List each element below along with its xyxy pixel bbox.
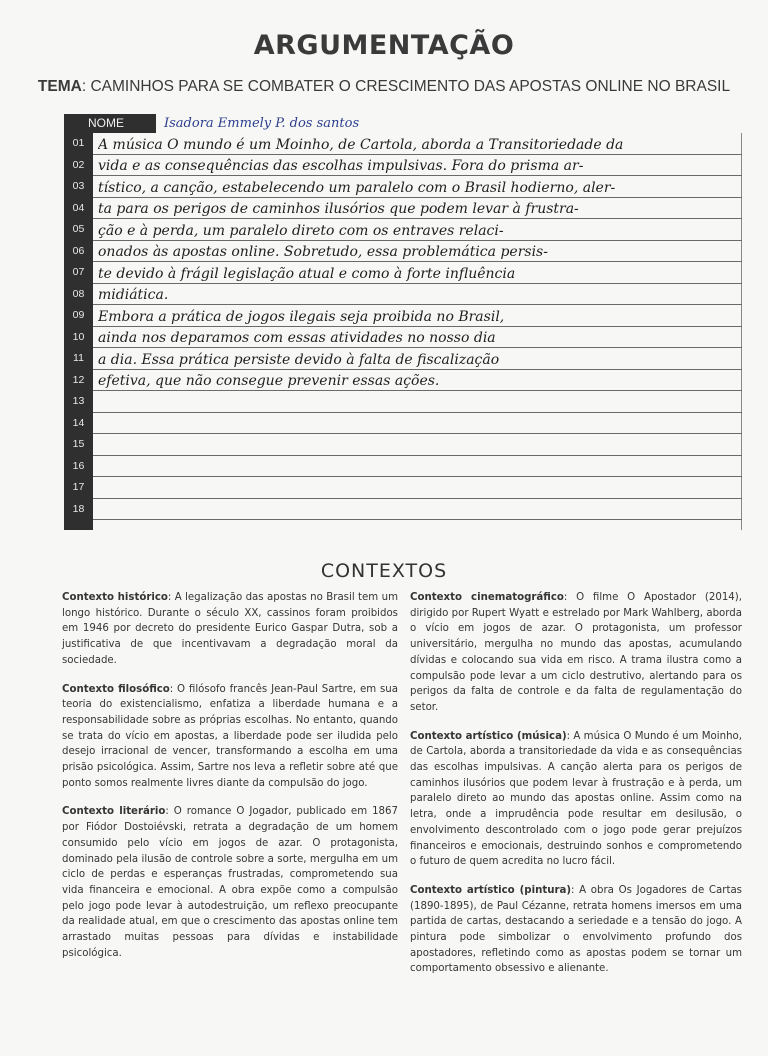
- contexto-heading: Contexto artístico (música): [410, 730, 567, 742]
- contexto-body: : A legalização das apostas no Brasil tem um longo histórico. Durante o século XX, cassinos foram proibidos em 1946 por decreto do presidente Eurico Gaspar Dutra, sob a justificativa de que incentivavam a degradação moral da sociedade.: [62, 592, 398, 666]
- contexto-body: : A música O Mundo é um Moinho, de Cartola, aborda a transitoriedade da vida e as consequências das escolhas impulsivas. A canção alerta para os perigos de caminhos ilusórios que podem levar à frustração e à perda, um paralelo direto ao mundo das apostas online. Assim como na letra, onde a imprudência pode resultar em desilusão, o envolvimento descontrolado com o jogo pode gerar prejuízos financeiros e emocionais, destruindo sonhos e comprometendo o futuro de quem acredita no lucro fácil.: [410, 730, 742, 868]
- essay-line: [64, 348, 742, 370]
- handwritten-text: onados às apostas online. Sobretudo, essa problemática persis-: [98, 244, 548, 260]
- essay-line: [64, 133, 742, 155]
- contexto-historico: [62, 590, 398, 669]
- contexto-heading: Contexto literário: [62, 806, 166, 818]
- contexto-pintura: [410, 883, 742, 977]
- essay-line: [64, 262, 742, 284]
- handwritten-text: A música O mundo é um Moinho, de Cartola, aborda a Transitoriedade da: [98, 136, 624, 153]
- essay-line: [64, 327, 742, 349]
- contexto-heading: Contexto filosófico: [62, 683, 170, 695]
- line-number: 13: [72, 395, 85, 407]
- contextos-left-column: [62, 590, 398, 974]
- essay-line: [64, 413, 742, 435]
- contexto-body: : O romance O Jogador, publicado em 1867 por Fiódor Dostoiévski, retrata a degradação de um homem consumido pelo vício em jogos de azar. O protagonista, dominado pela ilusão de controle sobre a sorte, mergulha em um ciclo de perdas e esperanças frustradas, comprometendo sua vida financeira e emocional. A obra expõe como a compulsão pelo jogo pode levar à autodestruição, um reflexo preocupante da realidade atual, em que o crescimento das apostas online tem arrastado muitas pessoas para dívidas e instabilidade psicológica.: [62, 806, 398, 959]
- ruled-line: [93, 519, 742, 520]
- contexto-heading: Contexto cinematográfico: [410, 592, 564, 603]
- handwritten-text: a dia. Essa prática persiste devido à falta de fiscalização: [98, 351, 500, 368]
- contexto-heading: Contexto artístico (pintura): [410, 884, 572, 896]
- handwritten-text: ção e à perda, um paralelo direto com os entraves relaci-: [98, 222, 504, 239]
- line-number: 18: [72, 502, 85, 515]
- handwritten-text: efetiva, que não consegue prevenir essas ações.: [98, 373, 440, 389]
- line-number: 04: [72, 201, 85, 214]
- line-number: 17: [72, 481, 85, 493]
- handwritten-text: vida e as consequências das escolhas impulsivas. Fora do prisma ar-: [98, 158, 584, 174]
- tema-line: [0, 78, 768, 96]
- contexto-musica: [410, 729, 742, 870]
- contexto-literario: [62, 804, 398, 961]
- contexto-filosofico: [62, 682, 398, 792]
- line-number: 16: [72, 459, 85, 472]
- contexto-body: : A obra Os Jogadores de Cartas (1890-1895), de Paul Cézanne, retrata homens imersos em uma partida de cartas, destacando a seriedade e a tensão do jogo. A pintura pode simbolizar o envolvimento profundo dos apostadores, refletindo como as apostas podem se tornar um comportamento obsessivo e alienante.: [410, 884, 742, 975]
- line-number: 02: [72, 158, 85, 171]
- page-title: ARGUMENTAÇÃO: [253, 30, 515, 61]
- contexto-heading: Contexto histórico: [62, 592, 168, 603]
- handwritten-text: midiática.: [98, 287, 169, 303]
- essay-line: [64, 198, 742, 220]
- handwritten-text: tístico, a canção, estabelecendo um paralelo com o Brasil hodierno, aler-: [98, 179, 616, 196]
- line-number: 03: [72, 180, 85, 192]
- essay-line: [64, 155, 742, 177]
- handwritten-text: Embora a prática de jogos ilegais seja proibida no Brasil,: [98, 308, 505, 325]
- line-number: 06: [72, 244, 85, 257]
- essay-line: [64, 456, 742, 478]
- contextos-title: CONTEXTOS: [320, 560, 448, 582]
- essay-line: [64, 305, 742, 327]
- essay-line: [64, 241, 742, 263]
- handwritten-text: te devido à frágil legislação atual e como à forte influência: [98, 265, 516, 282]
- contexto-cinematografico: [410, 590, 742, 716]
- essay-line: [64, 370, 742, 392]
- tema-text: : CAMINHOS PARA SE COMBATER O CRESCIMENTO DAS APOSTAS ONLINE NO BRASIL: [81, 78, 731, 95]
- line-number: 09: [72, 309, 85, 321]
- contexto-body: : O filósofo francês Jean-Paul Sartre, em sua teoria do existencialismo, enfatiza a liberdade humana e a responsabilidade sobre as próprias escolhas. No entanto, quando se trata do vício em apostas, a liberdade pode ser iludida pelo desejo irracional de vencer, transformando a escolha em uma prisão psicológica. Assim, Sartre nos leva a refletir sobre até que ponto somos realmente livres diante da compulsão do jogo.: [62, 683, 398, 789]
- essay-line: [64, 499, 742, 521]
- essay-line: [64, 434, 742, 456]
- essay-line: [64, 284, 742, 306]
- line-number: 15: [72, 438, 85, 450]
- essay-line: [64, 391, 742, 413]
- line-number: 11: [73, 352, 84, 364]
- essay-line: [64, 176, 742, 198]
- contexto-body: : O filme O Apostador (2014), dirigido por Rupert Wyatt e estrelado por Mark Wahlberg, aborda o vício em jogos de azar. O protagonista, um professor universitário, mergulha no mundo das apostas, acumulando dívidas e colocando sua vida em risco. A trama ilustra como a compulsão pode levar a um ciclo destrutivo, alertando para os perigos da falta de controle e da falta de regulamentação do setor.: [410, 592, 742, 713]
- handwritten-text: ainda nos deparamos com essas atividades no nosso dia: [98, 330, 496, 346]
- line-number: 07: [72, 266, 85, 278]
- contextos-right-column: [410, 590, 742, 990]
- line-number: 08: [72, 287, 85, 300]
- line-number: 05: [72, 223, 85, 235]
- essay-line: [64, 477, 742, 499]
- line-number: 14: [72, 416, 85, 429]
- tema-label: TEMA: [37, 78, 82, 95]
- name-value: Isadora Emmely P. dos santos: [164, 116, 360, 131]
- line-number: 12: [72, 373, 85, 386]
- line-number: 10: [72, 330, 85, 343]
- name-label: NOME: [64, 114, 156, 133]
- line-number: 01: [72, 137, 85, 149]
- essay-line: [64, 219, 742, 241]
- writing-sheet: [64, 114, 742, 530]
- handwritten-text: ta para os perigos de caminhos ilusórios que podem levar à frustra-: [98, 201, 579, 217]
